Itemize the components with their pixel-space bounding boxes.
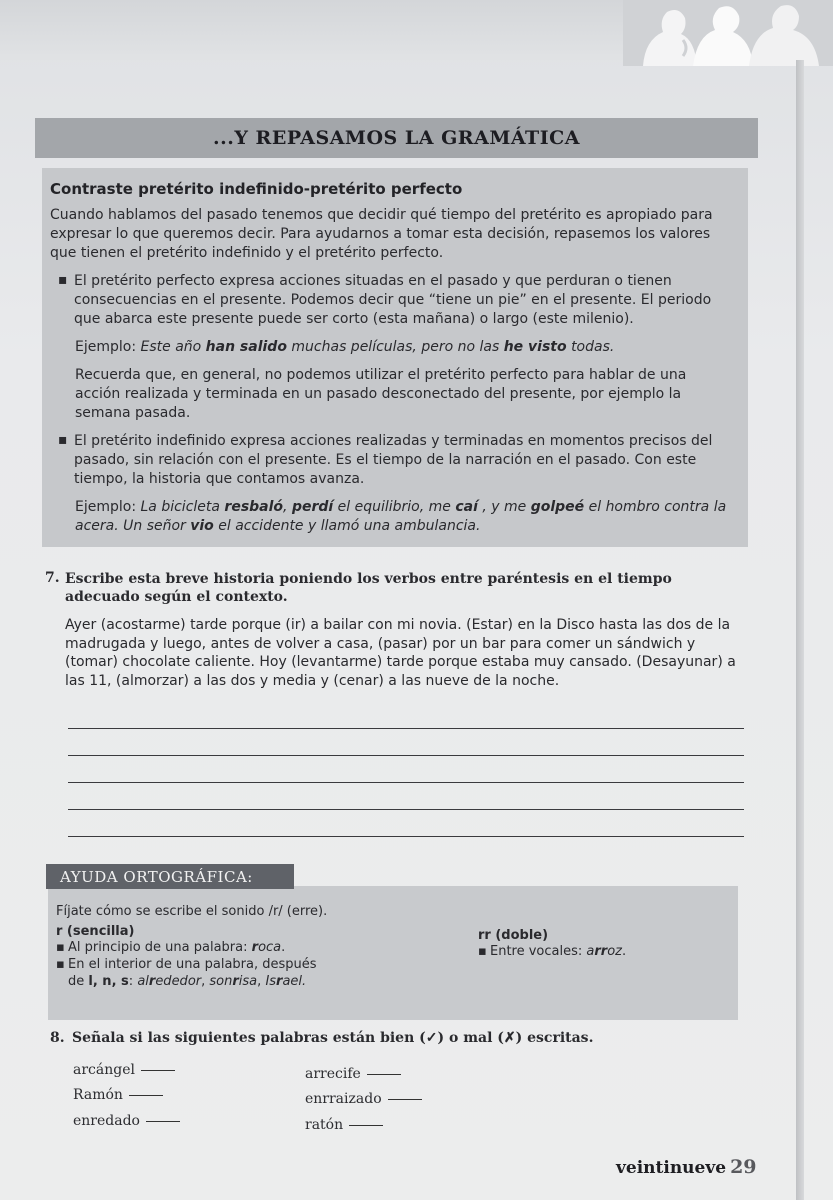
page-word: veintinueve	[616, 1158, 727, 1178]
word-item[interactable]: ratón	[305, 1117, 383, 1133]
spelling-lead: Fíjate cómo se escribe el sonido /r/ (erre).	[56, 904, 328, 919]
word-item[interactable]: enredado	[73, 1113, 180, 1129]
list-item: ▪ Al principio de una palabra: roca.	[56, 940, 286, 955]
answer-line[interactable]	[68, 755, 744, 756]
bullet-marker: ▪	[58, 432, 68, 448]
word-item[interactable]: arrecife	[305, 1066, 401, 1082]
exercise-instruction: Escribe esta breve historia poniendo los verbos entre paréntesis en el tiempo adecuado según el contexto.	[65, 571, 672, 605]
grammar-box	[42, 168, 748, 547]
answer-line[interactable]	[68, 809, 744, 810]
exercise-story: Ayer (acostarme) tarde porque (ir) a bailar con mi novia. (Estar) en la Disco hasta las dos de la madrugada y luego, antes de volver a casa, (pasar) por un bar para comer un sándwich y (tomar) chocolate caliente. Hoy (levantarme) tarde porque estaba muy cansado. (Desayunar) a las 11, (almorzar) a las dos y media y (cenar) a las nueve de la noche.	[65, 617, 736, 689]
page-footer	[616, 1156, 757, 1178]
exercise-7	[45, 570, 745, 690]
spelling-help-label: AYUDA ORTOGRÁFICA:	[46, 864, 294, 889]
note-perfecto: Recuerda que, en general, no podemos utilizar el pretérito perfecto para hablar de una acción realizada y terminada en un pasado desconectado del presente, por ejemplo la semana pasada.	[75, 367, 687, 421]
answer-line[interactable]	[68, 728, 744, 729]
grammar-heading: Contraste pretérito indefinido-pretérito perfecto	[50, 180, 463, 198]
doble-heading: rr (doble)	[478, 928, 549, 943]
grammar-bullet-indefinido	[48, 432, 736, 489]
word-item[interactable]: arcángel	[73, 1062, 175, 1078]
list-item: ▪ En el interior de una palabra, después de l, n, s: alrededor, sonrisa, Israel.	[56, 957, 317, 989]
exercise-number: 8.	[50, 1030, 65, 1046]
list-item: ▪ Entre vocales: arroz.	[478, 944, 627, 959]
page-edge	[796, 60, 804, 1200]
sencilla-heading: r (sencilla)	[56, 924, 135, 939]
grammar-intro: Cuando hablamos del pasado tenemos que decidir qué tiempo del pretérito es apropiado para expresar lo que queremos decir. Para ayudarnos a tomar esta decisión, repasemos los valores que tienen el pretérito indefinido y el pretérito perfecto.	[50, 207, 713, 261]
grammar-bullet-perfecto	[48, 272, 736, 329]
people-silhouette-icon	[623, 0, 833, 66]
spelling-help-box	[48, 886, 738, 1020]
word-item[interactable]: enrraizado	[305, 1091, 422, 1107]
sencilla-column	[56, 924, 406, 990]
example-perfecto: Ejemplo: Este año han salido muchas películas, pero no las he visto todas.	[75, 339, 615, 355]
exercise-instruction: Señala si las siguientes palabras están bien (✓) o mal (✗) escritas.	[72, 1030, 594, 1046]
section-title-bar	[35, 118, 758, 158]
word-item[interactable]: Ramón	[73, 1087, 163, 1103]
exercise-8	[50, 1030, 593, 1046]
answer-line[interactable]	[68, 782, 744, 783]
example-indefinido: Ejemplo: La bicicleta resbaló, perdí el equilibrio, me caí , y me golpeé el hombro contra la acera. Un señor vio el accidente y llamó una ambulancia.	[75, 499, 727, 534]
bullet-marker: ▪	[58, 272, 68, 288]
page-number: 29	[730, 1156, 757, 1178]
bullet-text: El pretérito perfecto expresa acciones situadas en el pasado y que perduran o tienen consecuencias en el presente. Podemos decir que “tiene un pie” en el presente. El periodo que abarca este presente puede ser corto (esta mañana) o largo (este milenio).	[74, 273, 712, 327]
section-title: ...Y REPASAMOS LA GRAMÁTICA	[213, 127, 580, 149]
doble-column	[478, 928, 728, 960]
bullet-text: El pretérito indefinido expresa acciones realizadas y terminadas en momentos precisos del pasado, sin relación con el presente. Es el tiempo de la narración en el pasado. Con este tiempo, la historia que contamos avanza.	[74, 433, 713, 487]
answer-line[interactable]	[68, 836, 744, 837]
exercise-number: 7.	[45, 570, 60, 586]
